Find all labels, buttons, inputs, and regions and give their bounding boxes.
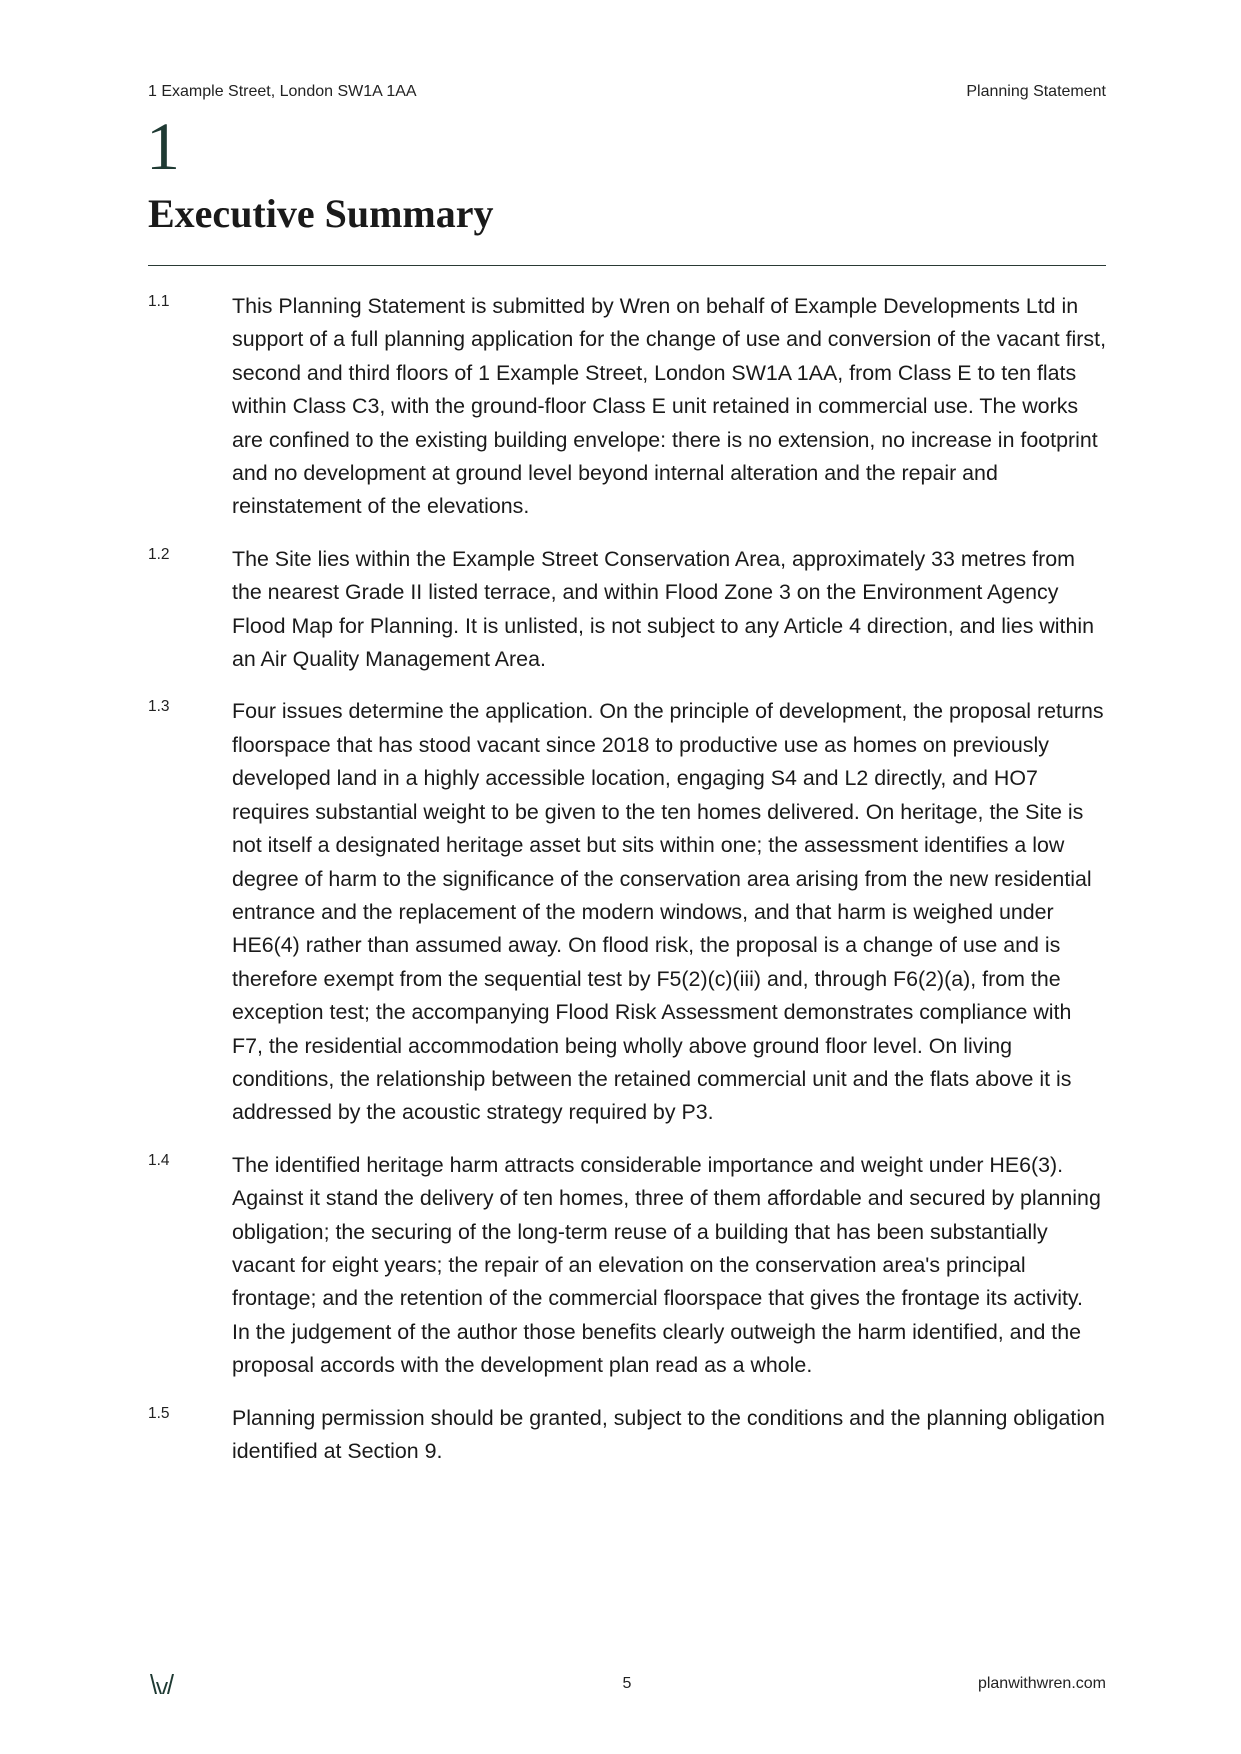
paragraph-number: 1.5 (148, 1404, 170, 1422)
paragraph-number: 1.3 (148, 698, 170, 716)
header-doc-title: Planning Statement (966, 83, 1106, 100)
website-link[interactable]: planwithwren.com (977, 1675, 1106, 1692)
page-number: 5 (622, 1675, 632, 1692)
paragraph-text: Planning permission should be granted, subject to the conditions and the planning obligation identified at Section 9. (232, 1405, 1105, 1463)
paragraph (148, 543, 1106, 677)
header-address: 1 Example Street, London SW1A 1AA (148, 83, 417, 100)
chapter-title: Executive Summary (148, 191, 494, 236)
page-footer (148, 1671, 1106, 1699)
heading-divider (148, 265, 1106, 266)
paragraph-list (148, 290, 1106, 1487)
paragraph-text: Four issues determine the application. On the principle of development, the proposal returns floorspace that has stood vacant since 2018 to productive use as homes on previously developed land in a highly accessible location, engaging S4 and L2 directly, and HO7 requires substantial weight to be given to the ten homes delivered. On heritage, the Site is not itself a designated heritage asset but sits within one; the assessment identifies a low degree of harm to the significance of the conservation area arising from the new residential entrance and the replacement of the modern windows, and that harm is weighed under HE6(4) rather than assumed away. On flood risk, the proposal is a change of use and is therefore exempt from the sequential test by F5(2)(c)(iii) and, through F6(2)(a), from the exception test; the accompanying Flood Risk Assessment demonstrates compliance with F7, the residential accommodation being wholly above ground floor level. On living conditions, the relationship between the retained commercial unit and the flats above it is addressed by the acoustic strategy required by P3. (232, 699, 1104, 1125)
paragraph-number: 1.4 (148, 1151, 170, 1169)
chapter-number: 1 (146, 108, 180, 184)
paragraph (148, 290, 1106, 524)
paragraph (148, 1149, 1106, 1383)
paragraph-text: This Planning Statement is submitted by Wren on behalf of Example Developments Ltd in support of a full planning application for the change of use and conversion of the vacant first, second and third floors of 1 Example Street, London SW1A 1AA, from Class E to ten flats within Class C3, with the ground-floor Class E unit retained in commercial use. The works are confined to the existing building envelope: there is no extension, no increase in footprint and no development at ground level beyond internal alteration and the repair and reinstatement of the elevations. (232, 294, 1107, 519)
paragraph-text: The Site lies within the Example Street Conservation Area, approximately 33 metres from the nearest Grade II listed terrace, and within Flood Zone 3 on the Environment Agency Flood Map for Planning. It is unlisted, is not subject to any Article 4 direction, and lies within an Air Quality Management Area. (232, 546, 1095, 672)
paragraph-number: 1.1 (148, 293, 170, 310)
paragraph (148, 695, 1106, 1129)
paragraph (148, 1402, 1106, 1469)
paragraph-text: The identified heritage harm attracts considerable importance and weight under HE6(3). Against it stand the delivery of ten homes, three of them affordable and secured by planning obligation; the securing of the long-term reuse of a building that has been substantially vacant for eight years; the repair of an elevation on the conservation area's principal frontage; and the retention of the commercial floorspace that gives the frontage its activity. In the judgement of the author those benefits clearly outweigh the harm identified, and the proposal accords with the development plan read as a whole. (232, 1152, 1101, 1378)
paragraph-number: 1.2 (148, 545, 170, 563)
